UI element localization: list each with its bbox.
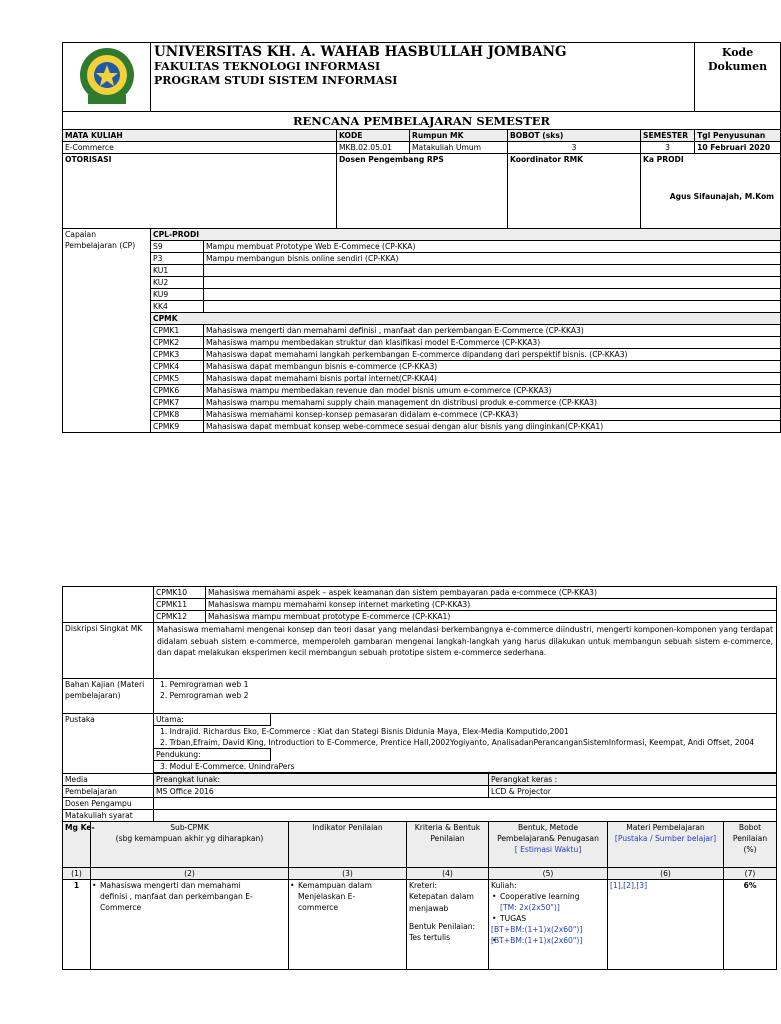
- label-capaian: Capaian Pembelajaran (CP): [63, 229, 151, 433]
- value-perangkat-keras: LCD & Projector: [489, 786, 777, 798]
- col-number: (1): [63, 868, 91, 880]
- col-number: (5): [489, 868, 608, 880]
- col-number: (6): [608, 868, 724, 880]
- cpl-text: [204, 301, 781, 313]
- cpmk-code: CPMK1: [151, 325, 204, 337]
- pustaka-content: [154, 714, 777, 773]
- pustaka-item: 1. Indrajid. Richardus Eko, E-Commerce : Kiat dan Stategi Bisnis Didunia Maya, Elex-Media Komputido,2001: [160, 727, 569, 736]
- label-koordinator: Koordinator RMK: [508, 154, 641, 229]
- cpmk-code: CPMK5: [151, 373, 204, 385]
- cpl-code: S9: [151, 241, 204, 253]
- sub-cpmk-text: • Mahasiswa mengerti dan memahami definisi , manfaat dan perkembangan E-Commerce: [91, 880, 289, 970]
- university-logo: [63, 43, 151, 112]
- cpmk-code: CPMK9: [151, 421, 204, 433]
- label-tgl: Tgl Penyusunan: [695, 130, 781, 142]
- header-sub-cpmk: Sub-CPMK (sbg kemampuan akhir yg diharapkan): [91, 822, 289, 868]
- cpmk-text: Mahasiswa dapat membuat konsep webe-commece sesuai dengan alur bisnis yang diinginkan(CP-KKA1): [204, 421, 781, 433]
- label-dosen-pengampu: Dosen Pengampu: [63, 798, 154, 810]
- pustaka-item: 2. Trban,Efraim, David King, Introduction to E-Commerce, Prentice Hall,2002Yogiyanto, AnalisadanPerancanganSistemInformasi, Keempat, Andi Offset, 2004: [160, 738, 755, 747]
- cpmk-text: Mahasiswa dapat membangun bisnis e-commerce (CP-KKA3): [204, 361, 781, 373]
- bahan-item: 2. Pemrograman web 2: [160, 691, 249, 700]
- cpmk-text: Mahasiswa mampu membedakan revenue dan model bisnis umum e-commerce (CP-KKA3): [204, 385, 781, 397]
- cpmk-code: CPMK10: [154, 587, 206, 599]
- university-seal-icon: [76, 45, 138, 107]
- cpmk-code: CPMK12: [154, 611, 206, 623]
- header-indikator: Indikator Penilaian: [289, 822, 407, 868]
- cpl-text: [204, 265, 781, 277]
- rps-page-1: [62, 42, 781, 433]
- value-tgl: 10 Februari 2020: [695, 142, 781, 154]
- bobot-cell: 6%: [724, 880, 777, 970]
- cpl-text: Mampu membangun bisnis online sendiri (CP-KKA): [204, 253, 781, 265]
- deskripsi-text: Mahasiswa memahami mengenai konsep dan teori dasar yang melandasi berkembangnya e-commerce diindustri, mengerti komponen-komponen yang terdapat didalam sebuah sistem e-commerce, memperoleh gambaran mengenai langkah-langkah yang harus dilakukan untuk membangun sebuah sistem e-commerce, dan dapat melakukan eksperimen kecil membangun sebuah prototipe sistem e-commerce sederhana.: [154, 623, 777, 679]
- value-semester: 3: [641, 142, 695, 154]
- kaprodi-cell: [641, 154, 781, 229]
- label-rumpun: Rumpun MK: [410, 130, 508, 142]
- rps-page-2: [62, 586, 777, 970]
- label-kode: KODE: [337, 130, 410, 142]
- header-mg: Mg Ke-: [63, 822, 91, 868]
- cpl-header: CPL-PRODI: [151, 229, 781, 241]
- cpmk-text: Mahasiswa mampu memahami supply chain management dn distribusi produk e-commerce (CP-KKA3): [204, 397, 781, 409]
- cpmk-text: Mahasiswa dapat memahami bisnis portal internet(CP-KKA4): [204, 373, 781, 385]
- pustaka-utama-list: [154, 726, 776, 748]
- col-number: (7): [724, 868, 777, 880]
- label-otorisasi: OTORISASI: [63, 154, 337, 229]
- pustaka-pendukung-list: [154, 761, 776, 772]
- program-name: PROGRAM STUDI SISTEM INFORMASI: [154, 74, 398, 87]
- kode-dokumen: Kode Dokumen: [695, 43, 781, 112]
- cpl-text: [204, 289, 781, 301]
- value-bobot: 3: [508, 142, 641, 154]
- kaprodi-name: Agus Sifaunajah, M.Kom: [669, 192, 775, 201]
- week-number: 1: [63, 880, 91, 970]
- cpmk-code: CPMK2: [151, 337, 204, 349]
- label-bobot: BOBOT (sks): [508, 130, 641, 142]
- label-pembelajaran: Pembelajaran: [63, 786, 154, 798]
- university-name: UNIVERSITAS KH. A. WAHAB HASBULLAH JOMBANG: [154, 44, 567, 60]
- cpl-code: P3: [151, 253, 204, 265]
- cpmk-text: Mahasiswa mampu membedakan struktur dan klasifikasi model E-Commerce (CP-KKA3): [204, 337, 781, 349]
- label-bahan-kajian: Bahan Kajian (Materi pembelajaran): [63, 679, 154, 714]
- label-deskripsi: Diskripsi Singkat MK: [63, 623, 154, 679]
- col-number: (3): [289, 868, 407, 880]
- cpl-code: KU2: [151, 277, 204, 289]
- label-mata-kuliah: MATA KULIAH: [63, 130, 337, 142]
- value-dosen-pengampu: [154, 798, 777, 810]
- header-bobot: Bobot Penilaian (%): [724, 822, 777, 868]
- cpmk-text: Mahasiswa memahami aspek – aspek keamanan dan sistem pembayaran pada e-commece (CP-KKA3): [206, 587, 777, 599]
- cpl-code: KU1: [151, 265, 204, 277]
- label-media: Media: [63, 774, 154, 786]
- bahan-kajian-list: [154, 679, 777, 714]
- label-pendukung: Pendukung:: [154, 748, 271, 761]
- table-row: [63, 880, 777, 970]
- value-perangkat-lunak: MS Office 2016: [154, 786, 489, 798]
- label-pustaka: Pustaka: [63, 714, 154, 774]
- pustaka-item: 3. Modul E-Commerce. UnindraPers: [160, 762, 295, 771]
- cpmk-code: CPMK3: [151, 349, 204, 361]
- col-number: (2): [91, 868, 289, 880]
- kriteria-cell: Kreteri: Ketepatan dalam menjawab Bentuk Penilaian: Tes tertulis: [407, 880, 489, 970]
- label-utama: Utama:: [154, 714, 271, 726]
- indikator-text: • Kemampuan dalam Menjelaskan E-commerce: [289, 880, 407, 970]
- label-matakuliah-syarat: Matakuliah syarat: [63, 810, 154, 822]
- cpmk-code: CPMK11: [154, 599, 206, 611]
- value-mata-kuliah: E-Commerce: [63, 142, 337, 154]
- metode-cell: Kuliah: • Cooperative learning [TM: 2x(2x50")] • TUGAS [BT+BM:(1+1)x(2x60")] [BT+BM:(1+1)x(2x60")]: [489, 880, 608, 970]
- cpmk-continued-label: [63, 587, 154, 623]
- value-kode: MKB.02.05.01: [337, 142, 410, 154]
- cpmk-text: Mahasiswa dapat memahami langkah perkembangan E-commerce dipandang dari perspektif bisnis. (CP-KKA3): [204, 349, 781, 361]
- header-kriteria: Kriteria & Bentuk Penilaian: [407, 822, 489, 868]
- cpmk-code: CPMK6: [151, 385, 204, 397]
- cpmk-text: Mahasiswa mampu memahami konsep internet marketing (CP-KKA3): [206, 599, 777, 611]
- cpl-code: KU9: [151, 289, 204, 301]
- label-perangkat-keras: Perangkat keras :: [489, 774, 777, 786]
- materi-cell: [1],[2],[3]: [608, 880, 724, 970]
- header-titles: [151, 43, 695, 112]
- cpmk-text: Mahasiswa memahami konsep-konsep pemasaran didalam e-commece (CP-KKA3): [204, 409, 781, 421]
- col-number: (4): [407, 868, 489, 880]
- label-perangkat-lunak: Preangkat lunak:: [154, 774, 489, 786]
- faculty-name: FAKULTAS TEKNOLOGI INFORMASI: [154, 60, 381, 73]
- header-bentuk: Bentuk, Metode Pembelajaran& Penugasan [ Estimasi Waktu]: [489, 822, 608, 868]
- cpmk-text: Mahasiswa mengerti dan memahami definisi , manfaat dan perkembangan E-Commerce (CP-KKA3): [204, 325, 781, 337]
- value-rumpun: Matakuliah Umum: [410, 142, 508, 154]
- label-dosen-pengembang: Dosen Pengembang RPS: [337, 154, 508, 229]
- bahan-item: 1. Pemrograman web 1: [160, 680, 249, 689]
- cpl-text: Mampu membuat Prototype Web E-Commece (CP-KKA): [204, 241, 781, 253]
- label-semester: SEMESTER: [641, 130, 695, 142]
- cpl-text: [204, 277, 781, 289]
- cpmk-code: CPMK7: [151, 397, 204, 409]
- cpmk-text: Mahasiswa mampu membuat prototype E-commerce (CP-KKA1): [206, 611, 777, 623]
- header-materi: Materi Pembelajaran [Pustaka / Sumber belajar]: [608, 822, 724, 868]
- value-matakuliah-syarat: [154, 810, 777, 822]
- label-kaprodi: Ka PRODI: [643, 155, 684, 164]
- document-title: RENCANA PEMBELAJARAN SEMESTER: [63, 112, 781, 130]
- cpmk-code: CPMK4: [151, 361, 204, 373]
- cpl-code: KK4: [151, 301, 204, 313]
- cpmk-header: CPMK: [151, 313, 781, 325]
- cpmk-code: CPMK8: [151, 409, 204, 421]
